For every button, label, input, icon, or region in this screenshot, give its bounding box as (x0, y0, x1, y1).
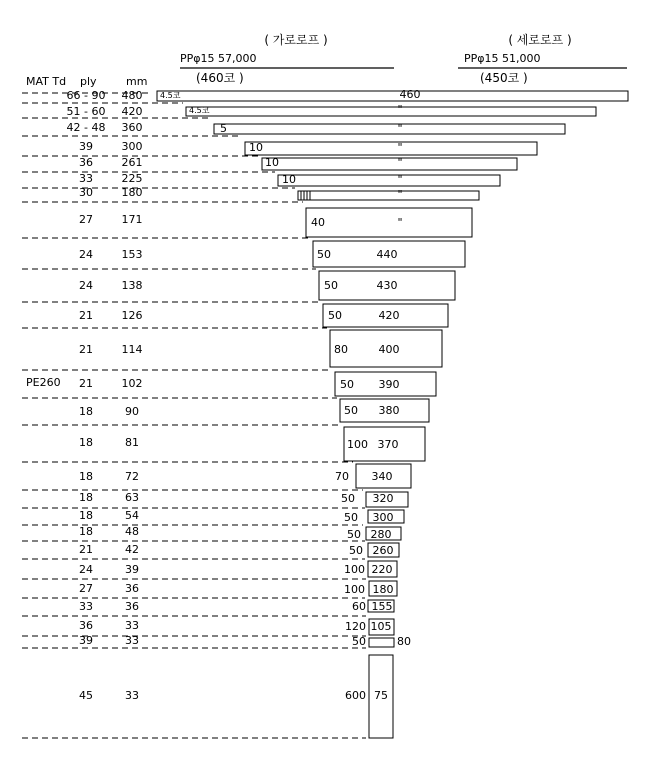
row-count: 120 (345, 620, 366, 633)
row-ply: 42 - 48 (66, 121, 106, 134)
row-right-value: 300 (372, 511, 394, 524)
row-ply: 18 (79, 525, 93, 538)
row-right-value: 440 (376, 248, 398, 261)
mesh-panel (157, 91, 628, 101)
row-mm: 39 (125, 563, 139, 576)
row-right-value: 340 (371, 470, 393, 483)
mesh-row (79, 172, 500, 186)
row-mm: 36 (125, 582, 139, 595)
row-mm: 54 (125, 509, 139, 522)
row-right-value: " (397, 141, 403, 154)
spec-horizontal-rope: PPφ15 57,000 (180, 52, 257, 65)
mesh-row (79, 399, 429, 422)
mesh-row (79, 655, 393, 738)
row-right-value: " (397, 173, 403, 186)
row-mm: 480 (121, 89, 143, 102)
row-right-value: 460 (399, 88, 421, 101)
row-mm: 261 (121, 156, 143, 169)
row-ply: 36 (79, 619, 93, 632)
row-ply: 39 (79, 634, 93, 647)
mesh-panel (278, 175, 500, 186)
mesh-row (79, 543, 399, 557)
row-right-value: 400 (378, 343, 400, 356)
column-header-ply: ply (80, 75, 97, 88)
row-mm: 153 (121, 248, 143, 261)
row-right-value: " (397, 156, 403, 169)
row-count: 50 (324, 279, 338, 292)
count-vertical-rope: (450코 ) (480, 71, 528, 85)
row-ply: 36 (79, 156, 93, 169)
row-mm: 180 (121, 186, 143, 199)
row-count: 70 (335, 470, 349, 483)
row-mm: 81 (125, 436, 139, 449)
row-mm: 42 (125, 543, 139, 556)
column-header-mat-td: MAT Td (26, 75, 67, 88)
row-mm: 126 (121, 309, 143, 322)
row-ply: 24 (79, 248, 93, 261)
row-mm: 420 (121, 105, 143, 118)
row-mm: 33 (125, 634, 139, 647)
material-label: PE260 (26, 376, 61, 389)
mesh-row (79, 581, 397, 596)
row-ply: 21 (79, 343, 93, 356)
row-ply: 33 (79, 172, 93, 185)
row-count: 600 (345, 689, 366, 702)
mesh-row (79, 186, 479, 201)
mesh-row (79, 491, 408, 507)
mesh-row (79, 208, 472, 237)
row-ply: 51 - 60 (66, 105, 106, 118)
row-right-value: " (397, 188, 403, 201)
mesh-row (79, 271, 455, 300)
row-ply: 21 (79, 543, 93, 556)
row-right-value: 220 (371, 563, 393, 576)
row-ply: 33 (79, 600, 93, 613)
group-label-vertical-rope: ( 세로로프 ) (508, 33, 572, 47)
mesh-row (67, 103, 596, 118)
row-mm: 90 (125, 405, 139, 418)
row-count: 50 (341, 492, 355, 505)
mesh-row (79, 619, 394, 635)
row-right-value: 105 (370, 620, 392, 633)
mesh-row (79, 372, 436, 396)
row-mm: 360 (121, 121, 143, 134)
mesh-panel (306, 208, 472, 237)
row-count: 10 (282, 173, 296, 186)
row-ply: 66 - 90 (66, 89, 106, 102)
row-right-value: " (397, 216, 403, 229)
mesh-row (67, 88, 628, 102)
mesh-row (79, 509, 404, 524)
row-ply: 27 (79, 213, 93, 226)
row-count: 50 (347, 528, 361, 541)
row-count: 50 (344, 404, 358, 417)
row-right-value: 370 (377, 438, 399, 451)
row-mm: 102 (121, 377, 143, 390)
row-right-value: 430 (376, 279, 398, 292)
row-right-value: 155 (371, 600, 393, 613)
mesh-row (79, 241, 465, 267)
row-ply: 45 (79, 689, 93, 702)
row-mm: 138 (121, 279, 143, 292)
spec-vertical-rope: PPφ15 51,000 (464, 52, 541, 65)
row-count: 4.5코 (189, 106, 210, 115)
mesh-row (79, 525, 401, 541)
mesh-row (79, 600, 394, 613)
mesh-panel (369, 638, 394, 647)
mesh-panel (245, 142, 537, 155)
row-mm: 33 (125, 619, 139, 632)
rows-layer (22, 88, 628, 738)
row-count: 10 (265, 156, 279, 169)
mesh-row (79, 304, 448, 327)
mesh-panel (262, 158, 517, 170)
row-ply: 24 (79, 563, 93, 576)
row-ply: 18 (79, 405, 93, 418)
row-ply: 39 (79, 140, 93, 153)
row-right-value: " (397, 103, 403, 116)
row-count: 4.5코 (160, 91, 181, 100)
count-horizontal-rope: (460코 ) (196, 71, 244, 85)
row-ply: 21 (79, 377, 93, 390)
row-count: 80 (334, 343, 348, 356)
row-count: 50 (340, 378, 354, 391)
row-mm: 171 (121, 213, 143, 226)
row-mm: 72 (125, 470, 139, 483)
row-mm: 300 (121, 140, 143, 153)
row-right-value: 260 (372, 544, 394, 557)
row-count: 50 (328, 309, 342, 322)
row-ply: 18 (79, 470, 93, 483)
row-ply: 21 (79, 309, 93, 322)
mesh-panel (214, 124, 565, 134)
row-right-value: 75 (374, 689, 388, 702)
row-ply: 30 (79, 186, 93, 199)
mesh-panel (186, 107, 596, 116)
row-right-value: 280 (370, 528, 392, 541)
mesh-row (79, 427, 425, 461)
row-ply: 18 (79, 509, 93, 522)
row-count: 5 (220, 122, 227, 135)
row-count: 60 (352, 600, 366, 613)
row-mm: 225 (121, 172, 143, 185)
row-mm: 63 (125, 491, 139, 504)
row-count: 40 (311, 216, 325, 229)
row-count: 100 (344, 563, 365, 576)
row-ply: 18 (79, 436, 93, 449)
row-count: 50 (349, 544, 363, 557)
row-count: 10 (249, 141, 263, 154)
row-right-value: " (397, 122, 403, 135)
row-count: 100 (347, 438, 368, 451)
row-count: 50 (317, 248, 331, 261)
row-mm: 36 (125, 600, 139, 613)
row-right-value: 380 (378, 404, 400, 417)
column-header-mm: mm (126, 75, 148, 88)
row-mm: 114 (121, 343, 143, 356)
row-right-value: 320 (372, 492, 394, 505)
mesh-panel (298, 191, 479, 200)
row-right-value: 390 (378, 378, 400, 391)
row-mm: 48 (125, 525, 139, 538)
row-ply: 24 (79, 279, 93, 292)
row-count: 50 (352, 635, 366, 648)
row-count: 50 (344, 511, 358, 524)
mesh-row (79, 330, 442, 367)
mesh-row (79, 561, 397, 577)
mesh-row (79, 156, 517, 170)
row-ply: 27 (79, 582, 93, 595)
mesh-row (67, 121, 565, 135)
mesh-row (79, 464, 411, 488)
row-right-value: 180 (372, 583, 394, 596)
row-ply: 18 (79, 491, 93, 504)
row-count: 100 (344, 583, 365, 596)
mesh-row (79, 140, 537, 155)
group-label-horizontal-rope: ( 가로로프 ) (264, 33, 328, 47)
row-right-value: 420 (378, 309, 400, 322)
row-mm: 33 (125, 689, 139, 702)
row-right-value: 80 (397, 635, 411, 648)
